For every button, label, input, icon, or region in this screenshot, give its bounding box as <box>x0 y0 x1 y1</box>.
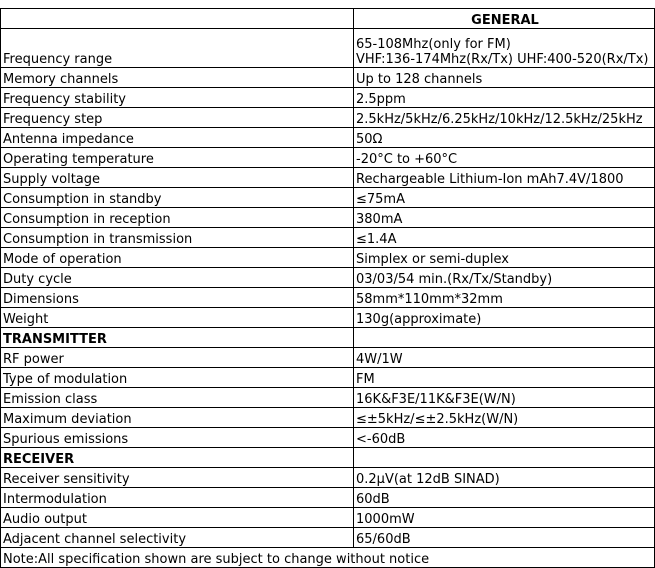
spec-label: Consumption in reception <box>1 208 354 228</box>
table-row <box>1 108 655 128</box>
table-row <box>1 388 655 408</box>
table-row <box>1 368 655 388</box>
spec-value: Simplex or semi-duplex <box>354 248 655 268</box>
spec-value: ≤75mA <box>354 188 655 208</box>
spec-value: Up to 128 channels <box>354 68 655 88</box>
spec-label: Frequency stability <box>1 88 354 108</box>
spec-value: Rechargeable Lithium-Ion mAh7.4V/1800 <box>354 168 655 188</box>
spec-label: Duty cycle <box>1 268 354 288</box>
general-header-row <box>1 9 655 29</box>
transmitter-heading: TRANSMITTER <box>1 328 354 348</box>
table-row <box>1 308 655 328</box>
spec-label: Intermodulation <box>1 488 354 508</box>
table-row <box>1 168 655 188</box>
table-row <box>1 29 655 68</box>
spec-label: Antenna impedance <box>1 128 354 148</box>
spec-value: 16K&F3E/11K&F3E(W/N) <box>354 388 655 408</box>
table-row <box>1 408 655 428</box>
spec-value: 1000mW <box>354 508 655 528</box>
spec-value: 4W/1W <box>354 348 655 368</box>
footnote: Note:All specification shown are subject to change without notice <box>1 548 655 568</box>
table-row <box>1 428 655 448</box>
table-row <box>1 228 655 248</box>
table-row <box>1 348 655 368</box>
spec-value <box>354 29 655 68</box>
general-header-spacer <box>1 9 354 29</box>
spec-value: FM <box>354 368 655 388</box>
table-row <box>1 208 655 228</box>
spec-table <box>0 8 655 568</box>
spec-label: Weight <box>1 308 354 328</box>
spec-label: Frequency range <box>1 29 354 68</box>
spec-value: <-60dB <box>354 428 655 448</box>
table-row <box>1 248 655 268</box>
table-row <box>1 88 655 108</box>
spec-label: Mode of operation <box>1 248 354 268</box>
spec-value: 03/03/54 min.(Rx/Tx/Standby) <box>354 268 655 288</box>
table-row <box>1 288 655 308</box>
table-row <box>1 268 655 288</box>
table-row <box>1 128 655 148</box>
spec-label: Dimensions <box>1 288 354 308</box>
table-row <box>1 188 655 208</box>
spec-value: 130g(approximate) <box>354 308 655 328</box>
spec-label: Consumption in transmission <box>1 228 354 248</box>
transmitter-header-spacer <box>354 328 655 348</box>
note-row <box>1 548 655 568</box>
spec-value: 60dB <box>354 488 655 508</box>
spec-label: Spurious emissions <box>1 428 354 448</box>
spec-label: Operating temperature <box>1 148 354 168</box>
spec-value-line: VHF:136-174Mhz(Rx/Tx) UHF:400-520(Rx/Tx) <box>356 52 649 67</box>
spec-label: Audio output <box>1 508 354 528</box>
spec-label: Receiver sensitivity <box>1 468 354 488</box>
transmitter-header-row <box>1 328 655 348</box>
spec-value: ≤1.4A <box>354 228 655 248</box>
spec-value: 2.5kHz/5kHz/6.25kHz/10kHz/12.5kHz/25kHz <box>354 108 655 128</box>
spec-value-line: 65-108Mhz(only for FM) <box>356 37 511 52</box>
spec-label: Supply voltage <box>1 168 354 188</box>
spec-label: Consumption in standby <box>1 188 354 208</box>
spec-value: 2.5ppm <box>354 88 655 108</box>
general-heading: GENERAL <box>354 9 655 29</box>
spec-value: ≤±5kHz/≤±2.5kHz(W/N) <box>354 408 655 428</box>
spec-label: Type of modulation <box>1 368 354 388</box>
receiver-header-spacer <box>354 448 655 468</box>
spec-label: Memory channels <box>1 68 354 88</box>
spec-value: 58mm*110mm*32mm <box>354 288 655 308</box>
receiver-heading: RECEIVER <box>1 448 354 468</box>
table-row <box>1 488 655 508</box>
spec-value: 0.2μV(at 12dB SINAD) <box>354 468 655 488</box>
spec-value: 50Ω <box>354 128 655 148</box>
table-row <box>1 148 655 168</box>
spec-value: 380mA <box>354 208 655 228</box>
table-row <box>1 528 655 548</box>
spec-label: Emission class <box>1 388 354 408</box>
spec-label: Maximum deviation <box>1 408 354 428</box>
spec-label: Adjacent channel selectivity <box>1 528 354 548</box>
table-row <box>1 68 655 88</box>
spec-label: Frequency step <box>1 108 354 128</box>
table-row <box>1 508 655 528</box>
table-row <box>1 468 655 488</box>
spec-value: 65/60dB <box>354 528 655 548</box>
receiver-header-row <box>1 448 655 468</box>
spec-label: RF power <box>1 348 354 368</box>
spec-value: -20°C to +60°C <box>354 148 655 168</box>
